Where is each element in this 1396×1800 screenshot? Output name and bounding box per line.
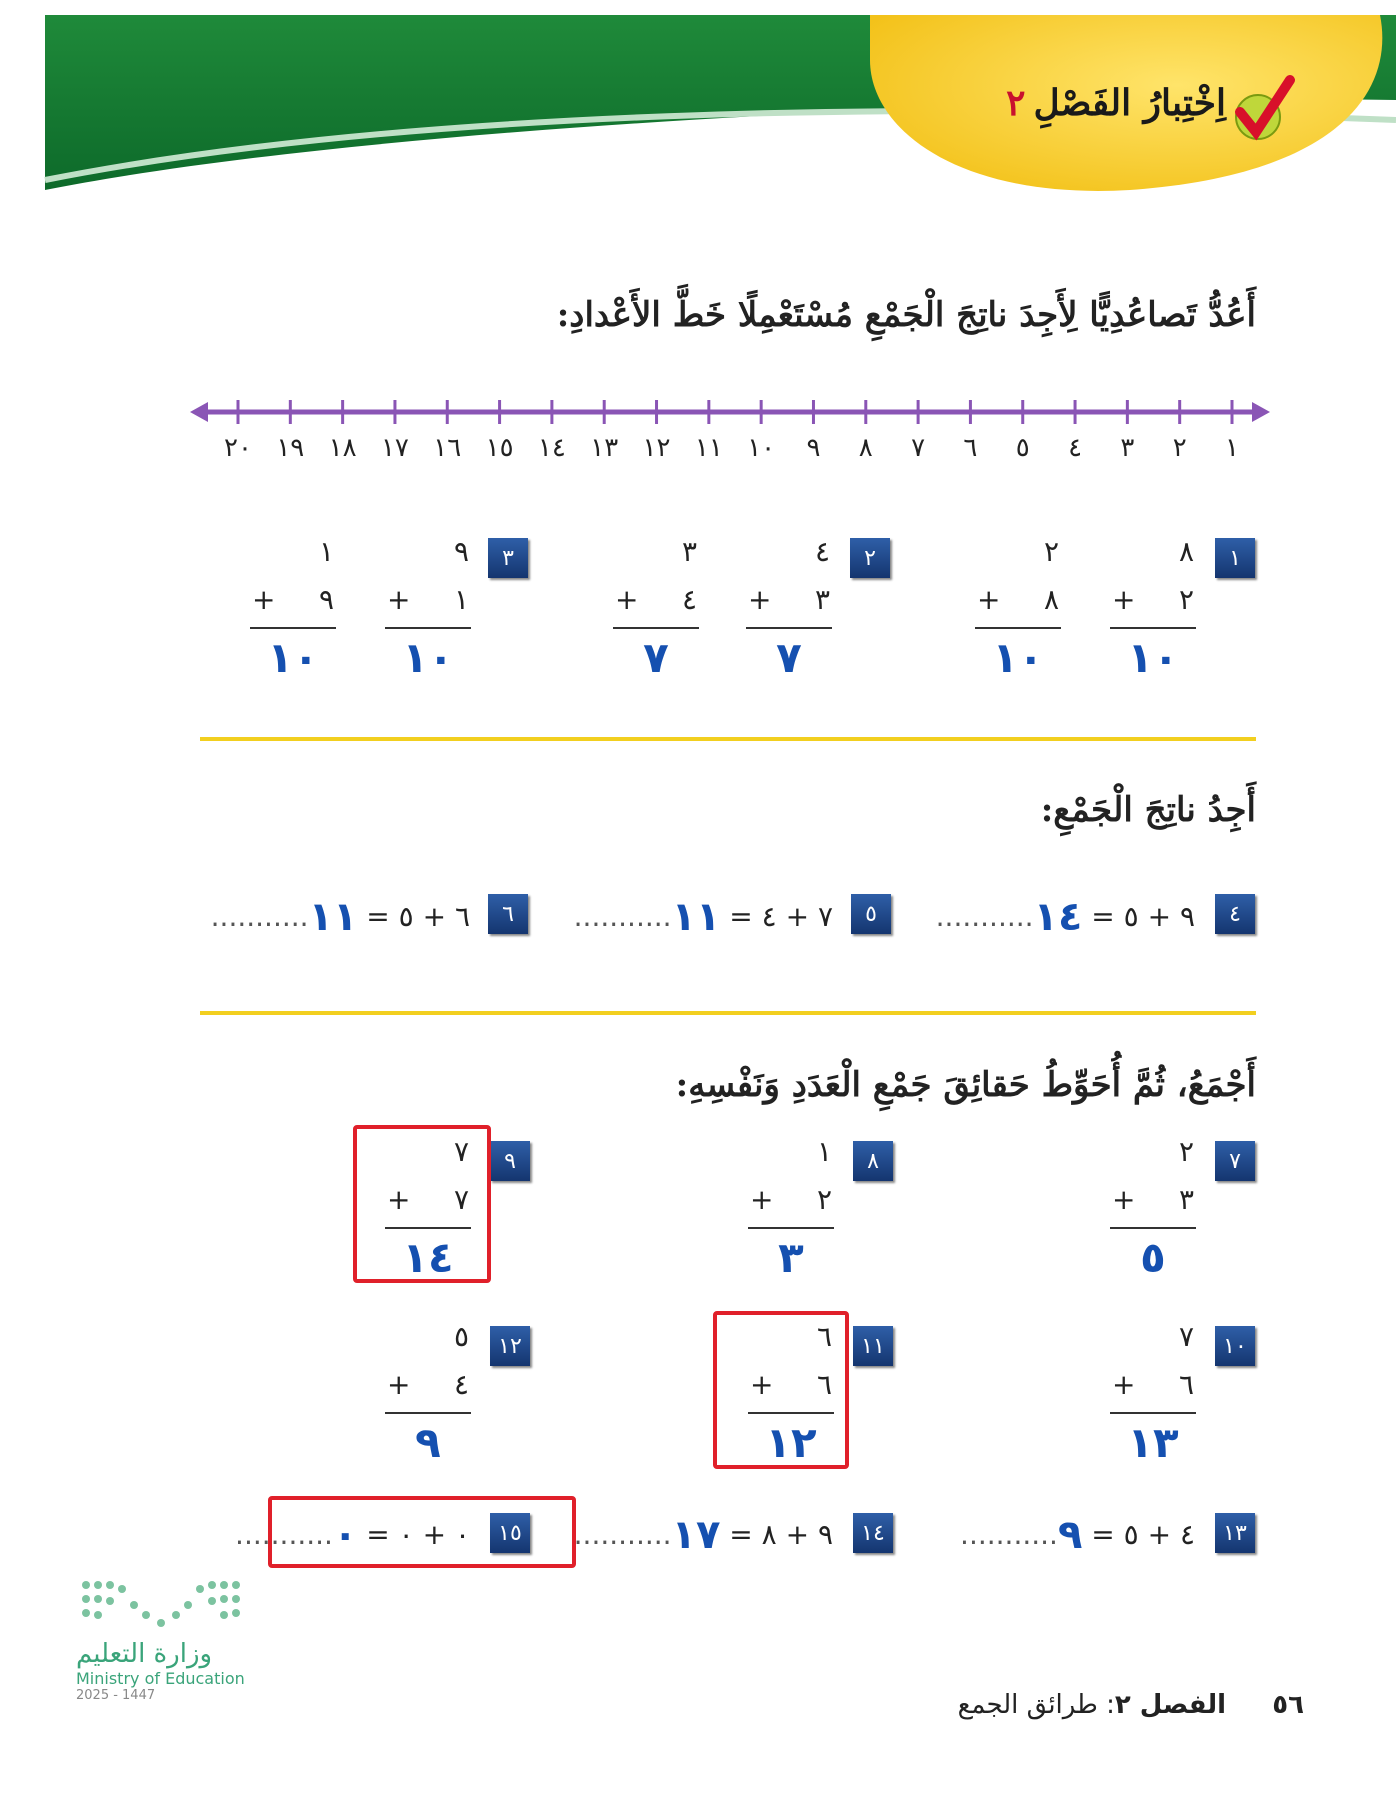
vertical-addition bbox=[385, 535, 471, 685]
blank-dots: ........... bbox=[235, 1518, 333, 1551]
addend-top: ٩ bbox=[453, 535, 469, 568]
logo-english: Ministry of Education bbox=[76, 1669, 245, 1688]
addend-bottom: ٢ bbox=[1178, 583, 1194, 616]
number-line-label: ١٧ bbox=[380, 433, 409, 463]
answer: ٥ bbox=[1140, 1233, 1166, 1282]
vertical-addition bbox=[613, 535, 699, 685]
problem-number-badge: ١٣ bbox=[1215, 1513, 1255, 1553]
number-line-label: ١٩ bbox=[276, 433, 305, 463]
addend-bottom: ٣ bbox=[814, 583, 830, 616]
problem-number-badge: ١ bbox=[1215, 538, 1255, 578]
number-line-label: ٦ bbox=[963, 433, 978, 463]
answer-blank bbox=[210, 894, 358, 940]
problem-number-badge: ٣ bbox=[488, 538, 528, 578]
sum-line bbox=[385, 627, 471, 629]
problem-number-badge: ٤ bbox=[1215, 894, 1255, 934]
ministry-dots-icon bbox=[76, 1575, 246, 1635]
plus-sign: + bbox=[750, 1368, 774, 1401]
addend-bottom: ٤ bbox=[681, 583, 697, 616]
number-line-label: ١٨ bbox=[328, 433, 357, 463]
number-line-label: ٢٠ bbox=[224, 433, 252, 463]
blank-dots: ........... bbox=[573, 1518, 672, 1551]
plus-sign: + bbox=[615, 583, 639, 616]
page-number: ٥٦ bbox=[1272, 1690, 1304, 1720]
addend-top: ٧ bbox=[453, 1135, 469, 1168]
answer: ١٧ bbox=[671, 1512, 721, 1558]
equation-expression: ٤ + ٥ = bbox=[1082, 1518, 1195, 1551]
sum-line bbox=[250, 627, 336, 629]
addend-top: ٥ bbox=[453, 1320, 469, 1353]
answer: ١٢ bbox=[765, 1418, 817, 1467]
number-line-label: ١ bbox=[1225, 433, 1239, 463]
logo-arabic: وزارة التعليم bbox=[76, 1639, 213, 1669]
problem-number-badge: ١١ bbox=[853, 1326, 893, 1366]
answer: ١١ bbox=[671, 894, 721, 940]
number-line-label: ٨ bbox=[858, 433, 873, 463]
problem-number-badge: ٦ bbox=[488, 894, 528, 934]
number-line-label: ٢ bbox=[1172, 433, 1187, 463]
answer-blank bbox=[573, 894, 721, 940]
plus-sign: + bbox=[977, 583, 1001, 616]
problem-number-badge: ٥ bbox=[851, 894, 891, 934]
blank-dots: ........... bbox=[960, 1518, 1058, 1551]
vertical-addition bbox=[1110, 535, 1196, 685]
section3-instruction: أَجْمَعُ، ثُمَّ أُحَوِّطُ حَقائِقَ جَمْعِ الْعَدَدِ وَنَفْسِهِ: bbox=[675, 1065, 1256, 1105]
number-line-label: ٧ bbox=[911, 433, 926, 463]
addend-bottom: ٣ bbox=[1178, 1183, 1194, 1216]
problem-number-badge: ٢ bbox=[850, 538, 890, 578]
addend-top: ٧ bbox=[1178, 1320, 1194, 1353]
answer: ٩ bbox=[415, 1418, 441, 1467]
logo-year: 2025 - 1447 bbox=[76, 1688, 156, 1703]
addend-top: ٨ bbox=[1178, 535, 1194, 568]
answer: ١٠ bbox=[402, 633, 454, 682]
answer: ١٠ bbox=[267, 633, 319, 682]
section2-instruction: أَجِدُ ناتِجَ الْجَمْعِ: bbox=[1040, 790, 1256, 830]
plus-sign: + bbox=[750, 1183, 774, 1216]
answer: ١٠ bbox=[992, 633, 1044, 682]
equation-expression: ٧ + ٤ = bbox=[720, 900, 833, 933]
answer: ٧ bbox=[776, 633, 802, 682]
answer-blank bbox=[960, 1512, 1083, 1558]
problem-number-badge: ١٠ bbox=[1215, 1326, 1255, 1366]
plus-sign: + bbox=[1112, 583, 1136, 616]
answer: ١٤ bbox=[402, 1233, 454, 1282]
sum-line bbox=[746, 627, 832, 629]
circled-doubles-fact-9 bbox=[353, 1125, 491, 1283]
sum-line bbox=[1110, 627, 1196, 629]
answer: ١٤ bbox=[1033, 894, 1083, 940]
vertical-addition bbox=[746, 535, 832, 685]
inline-equation bbox=[960, 1508, 1195, 1558]
vertical-addition bbox=[385, 1320, 471, 1470]
vertical-addition bbox=[975, 535, 1061, 685]
number-line-label: ١٦ bbox=[433, 433, 462, 463]
vertical-addition bbox=[748, 1135, 834, 1285]
number-line-label: ١٣ bbox=[590, 433, 619, 463]
problem-number-badge: ١٢ bbox=[490, 1326, 530, 1366]
problem-number-badge: ٨ bbox=[853, 1141, 893, 1181]
ministry-logo bbox=[76, 1575, 256, 1703]
footer-chapter: الفصل ٢: طرائق الجمع bbox=[957, 1690, 1226, 1720]
plus-sign: + bbox=[387, 583, 411, 616]
blank-dots: ........... bbox=[573, 900, 672, 933]
problem-number-badge: ٧ bbox=[1215, 1141, 1255, 1181]
vertical-addition bbox=[250, 535, 336, 685]
right-arrow-icon bbox=[1252, 402, 1270, 422]
addend-bottom: ٦ bbox=[816, 1368, 832, 1401]
blank-dots: ........... bbox=[935, 900, 1034, 933]
answer-blank bbox=[573, 1512, 721, 1558]
sum-line bbox=[1110, 1227, 1196, 1229]
addend-bottom: ٩ bbox=[318, 583, 334, 616]
number-line-label: ٥ bbox=[1015, 433, 1030, 463]
plus-sign: + bbox=[252, 583, 276, 616]
inline-equation bbox=[210, 890, 470, 940]
circled-doubles-fact-11 bbox=[713, 1311, 849, 1469]
answer: ٣ bbox=[778, 1233, 804, 1282]
circled-doubles-fact-15 bbox=[268, 1496, 576, 1568]
addend-top: ٣ bbox=[681, 535, 697, 568]
answer: ١٣ bbox=[1127, 1418, 1179, 1467]
equation-expression: ٠ + ٠ = bbox=[357, 1518, 470, 1551]
vertical-addition bbox=[1110, 1320, 1196, 1470]
problem-number-badge: ٩ bbox=[490, 1141, 530, 1181]
sum-line bbox=[613, 627, 699, 629]
number-line-label: ١٥ bbox=[485, 433, 514, 463]
problem-number-badge: ١٤ bbox=[853, 1513, 893, 1553]
answer: ٩ bbox=[1057, 1512, 1083, 1558]
sum-line bbox=[748, 1227, 834, 1229]
plus-sign: + bbox=[1112, 1368, 1136, 1401]
left-arrow-icon bbox=[190, 402, 208, 422]
equation-expression: ٦ + ٥ = bbox=[357, 900, 470, 933]
equation-expression: ٩ + ٨ = bbox=[720, 1518, 833, 1551]
number-line-label: ١١ bbox=[694, 433, 723, 463]
answer: ٧ bbox=[643, 633, 669, 682]
answer-blank bbox=[935, 894, 1083, 940]
sum-line bbox=[975, 627, 1061, 629]
plus-sign: + bbox=[387, 1183, 411, 1216]
addend-bottom: ٢ bbox=[816, 1183, 832, 1216]
addend-top: ١ bbox=[816, 1135, 832, 1168]
sum-line bbox=[385, 1412, 471, 1414]
inline-equation bbox=[935, 890, 1195, 940]
sum-line bbox=[1110, 1412, 1196, 1414]
problem-number-badge: ١٥ bbox=[490, 1513, 530, 1553]
addend-top: ٤ bbox=[814, 535, 830, 568]
number-line-label: ١٢ bbox=[642, 433, 671, 463]
number-line-label: ٤ bbox=[1068, 433, 1083, 463]
addend-top: ١ bbox=[318, 535, 334, 568]
addend-bottom: ٤ bbox=[453, 1368, 469, 1401]
inline-equation bbox=[573, 890, 833, 940]
vertical-addition bbox=[1110, 1135, 1196, 1285]
plus-sign: + bbox=[387, 1368, 411, 1401]
answer: ١٠ bbox=[1127, 633, 1179, 682]
number-line bbox=[190, 390, 1270, 470]
addend-top: ٢ bbox=[1043, 535, 1059, 568]
number-line-label: ١٠ bbox=[747, 433, 776, 463]
number-line-label: ٩ bbox=[806, 433, 821, 463]
addend-bottom: ٦ bbox=[1178, 1368, 1194, 1401]
chapter-title: اِخْتِبارُ الفَصْلِ٢ bbox=[1006, 82, 1226, 124]
divider bbox=[200, 737, 1256, 741]
blank-dots: ........... bbox=[210, 900, 309, 933]
answer: ١١ bbox=[308, 894, 358, 940]
answer: ٠ bbox=[332, 1512, 358, 1558]
addend-bottom: ٨ bbox=[1043, 583, 1059, 616]
addend-top: ٢ bbox=[1178, 1135, 1194, 1168]
addend-bottom: ١ bbox=[453, 583, 469, 616]
equation-expression: ٩ + ٥ = bbox=[1082, 900, 1195, 933]
inline-equation bbox=[573, 1508, 833, 1558]
number-line-label: ٣ bbox=[1120, 433, 1135, 463]
plus-sign: + bbox=[1112, 1183, 1136, 1216]
addend-bottom: ٧ bbox=[453, 1183, 469, 1216]
addend-top: ٦ bbox=[816, 1320, 832, 1353]
divider bbox=[200, 1011, 1256, 1015]
plus-sign: + bbox=[748, 583, 772, 616]
section1-instruction: أَعُدُّ تَصاعُدِيًّا لِأَجِدَ ناتِجَ الْجَمْعِ مُسْتَعْمِلًا خَطَّ الأَعْدادِ: bbox=[556, 295, 1256, 335]
number-line-label: ١٤ bbox=[537, 433, 566, 463]
